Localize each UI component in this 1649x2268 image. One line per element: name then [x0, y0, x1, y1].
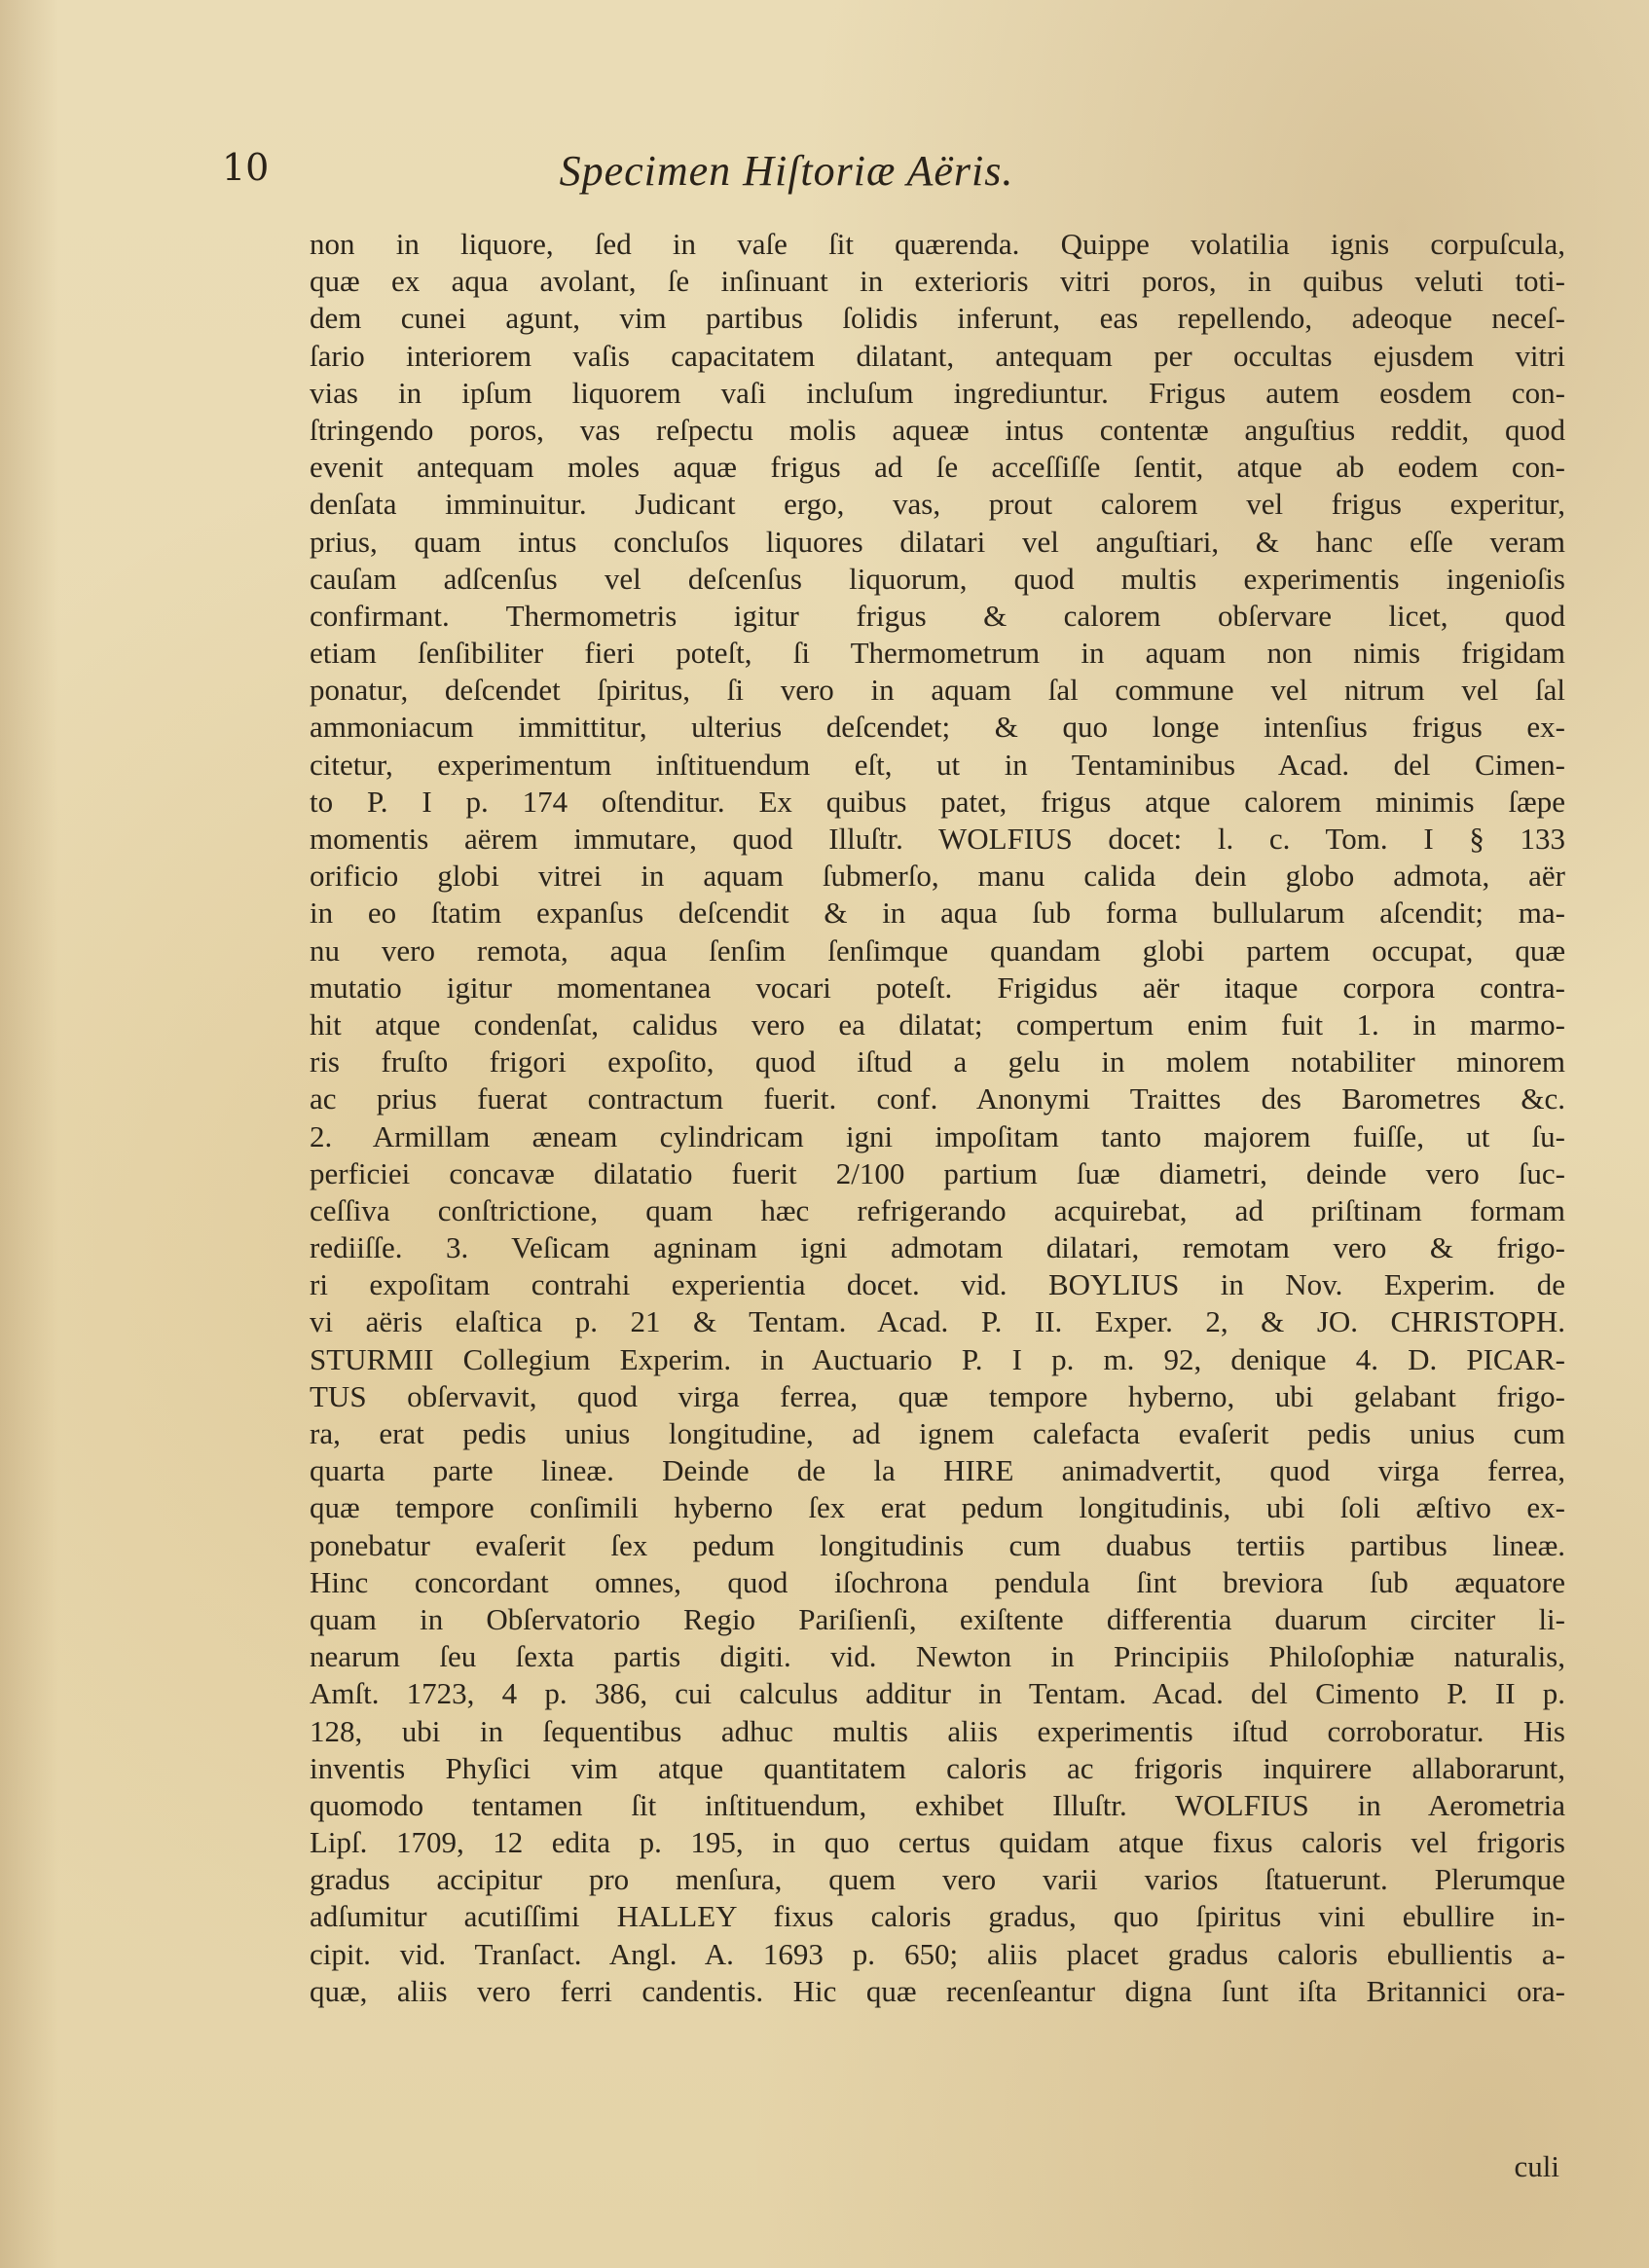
- text-line: Hinc concordant omnes, quod iſochrona pendula ſint breviora ſub æquatore: [310, 1564, 1565, 1599]
- text-line: ris fruſto frigori expoſito, quod iſtud a gelu in molem notabiliter minorem: [310, 1044, 1565, 1079]
- text-line: TUS obſervavit, quod virga ferrea, quæ tempore hyberno, ubi gelabant frigo-: [310, 1378, 1565, 1413]
- text-line: ponebatur evaſerit ſex pedum longitudinis cum duabus tertiis partibus lineæ.: [310, 1527, 1565, 1562]
- text-line: ri expoſitam contrahi experientia docet. vid. BOYLIUS in Nov. Experim. de: [310, 1267, 1565, 1302]
- text-line: adſumitur acutiſſimi HALLEY fixus caloris gradus, quo ſpiritus vini ebullire in-: [310, 1899, 1565, 1934]
- text-line: citetur, experimentum inſtituendum eſt, ut in Tentaminibus Acad. del Cimen-: [310, 747, 1565, 782]
- text-line: 128, ubi in ſequentibus adhuc multis aliis experimentis iſtud corroboratur. His: [310, 1713, 1565, 1748]
- text-line: non in liquore, ſed in vaſe ſit quærenda. Quippe volatilia ignis corpuſcula,: [310, 227, 1565, 261]
- text-line: ſario interiorem vaſis capacitatem dilatant, antequam per occultas ejusdem vitri: [310, 338, 1565, 373]
- text-line: mutatio igitur momentanea vocari poteſt. Frigidus aër itaque corpora contra-: [310, 969, 1565, 1005]
- text-line: ponatur, deſcendet ſpiritus, ſi vero in aquam ſal commune vel nitrum vel ſal: [310, 673, 1565, 708]
- text-line: cauſam adſcenſus vel deſcenſus liquorum, quod multis experimentis ingenioſis: [310, 561, 1565, 596]
- text-line: orificio globi vitrei in aquam ſubmerſo, manu calida dein globo admota, aër: [310, 859, 1565, 894]
- page-fold-shadow: [0, 0, 58, 2268]
- text-line: rediiſſe. 3. Veſicam agninam igni admotam dilatari, remotam vero & frigo-: [310, 1230, 1565, 1265]
- text-line: quarta parte lineæ. Deinde de la HIRE animadvertit, quod virga ferrea,: [310, 1453, 1565, 1488]
- text-line: perficiei concavæ dilatatio fuerit 2/100 partium ſuæ diametri, deinde vero ſuc-: [310, 1155, 1565, 1190]
- text-line: ac prius fuerat contractum fuerit. conf. Anonymi Traittes des Barometres &c.: [310, 1081, 1565, 1116]
- text-line: quæ ex aqua avolant, ſe inſinuant in exterioris vitri poros, in quibus veluti toti-: [310, 264, 1565, 299]
- text-line: quæ, aliis vero ferri candentis. Hic quæ recenſeantur digna ſunt iſta Britannici ora-: [310, 1973, 1565, 2008]
- body-text: [310, 226, 1565, 2010]
- running-title: Specimen Hiſtoriæ Aëris.: [559, 147, 1014, 195]
- text-line: to P. I p. 174 oſtenditur. Ex quibus patet, frigus atque calorem minimis ſæpe: [310, 784, 1565, 819]
- text-line: in eo ſtatim expanſus deſcendit & in aqua ſub forma bullularum aſcendit; ma-: [310, 896, 1565, 931]
- text-line: dem cunei agunt, vim partibus ſolidis inferunt, eas repellendo, adeoque neceſ-: [310, 301, 1565, 336]
- text-line: quomodo tentamen ſit inſtituendum, exhibet Illuſtr. WOLFIUS in Aerometria: [310, 1787, 1565, 1822]
- text-line: denſata imminuitur. Judicant ergo, vas, prout calorem vel frigus experitur,: [310, 487, 1565, 522]
- text-line: momentis aërem immutare, quod Illuſtr. WOLFIUS docet: l. c. Tom. I § 133: [310, 822, 1565, 856]
- text-line: cipit. vid. Tranſact. Angl. A. 1693 p. 650; aliis placet gradus caloris ebullientis a-: [310, 1936, 1565, 1971]
- page-number: 10: [222, 146, 270, 189]
- page-header: [222, 146, 1351, 204]
- text-line: inventis Phyſici vim atque quantitatem caloris ac frigoris inquirere allaborarunt,: [310, 1750, 1565, 1785]
- text-line: quam in Obſervatorio Regio Pariſienſi, exiſtente differentia duarum circiter li-: [310, 1601, 1565, 1636]
- text-line: prius, quam intus concluſos liquores dilatari vel anguſtiari, & hanc eſſe veram: [310, 524, 1565, 559]
- text-line: confirmant. Thermometris igitur frigus & calorem obſervare licet, quod: [310, 598, 1565, 633]
- text-line: vias in ipſum liquorem vaſi incluſum ingrediuntur. Frigus autem eosdem con-: [310, 375, 1565, 410]
- text-line: quæ tempore conſimili hyberno ſex erat pedum longitudinis, ubi ſoli æſtivo ex-: [310, 1490, 1565, 1525]
- text-line: vi aëris elaſtica p. 21 & Tentam. Acad. P. II. Exper. 2, & JO. CHRISTOPH.: [310, 1304, 1565, 1339]
- text-line: etiam ſenſibiliter fieri poteſt, ſi Thermometrum in aquam non nimis frigidam: [310, 636, 1565, 671]
- text-line: nu vero remota, aqua ſenſim ſenſimque quandam globi partem occupat, quæ: [310, 933, 1565, 968]
- text-line: ra, erat pedis unius longitudine, ad ignem calefacta evaſerit pedis unius cum: [310, 1416, 1565, 1450]
- text-line: nearum ſeu ſexta partis digiti. vid. Newton in Principiis Philoſophiæ naturalis,: [310, 1639, 1565, 1674]
- text-line: ceſſiva conſtrictione, quam hæc refrigerando acquirebat, ad priſtinam formam: [310, 1192, 1565, 1227]
- text-line: Lipſ. 1709, 12 edita p. 195, in quo certus quidam atque fixus caloris vel frigoris: [310, 1825, 1565, 1860]
- text-line: Amſt. 1723, 4 p. 386, cui calculus additur in Tentam. Acad. del Cimento P. II p.: [310, 1676, 1565, 1711]
- text-line: ammoniacum immittitur, ulterius deſcendet; & quo longe intenſius frigus ex-: [310, 710, 1565, 745]
- text-line: hit atque condenſat, calidus vero ea dilatat; compertum enim fuit 1. in marmo-: [310, 1006, 1565, 1042]
- text-line: ſtringendo poros, vas reſpectu molis aqueæ intus contentæ anguſtius reddit, quod: [310, 412, 1565, 447]
- text-line: 2. Armillam æneam cylindricam igni impoſitam tanto majorem fuiſſe, ut ſu-: [310, 1118, 1565, 1153]
- text-line: gradus accipitur pro menſura, quem vero varii varios ſtatuerunt. Plerumque: [310, 1862, 1565, 1897]
- catchword: culi: [1514, 2149, 1559, 2183]
- text-line: STURMII Collegium Experim. in Auctuario P. I p. m. 92, denique 4. D. PICAR-: [310, 1341, 1565, 1376]
- text-line: evenit antequam moles aquæ frigus ad ſe acceſſiſſe ſentit, atque ab eodem con-: [310, 450, 1565, 485]
